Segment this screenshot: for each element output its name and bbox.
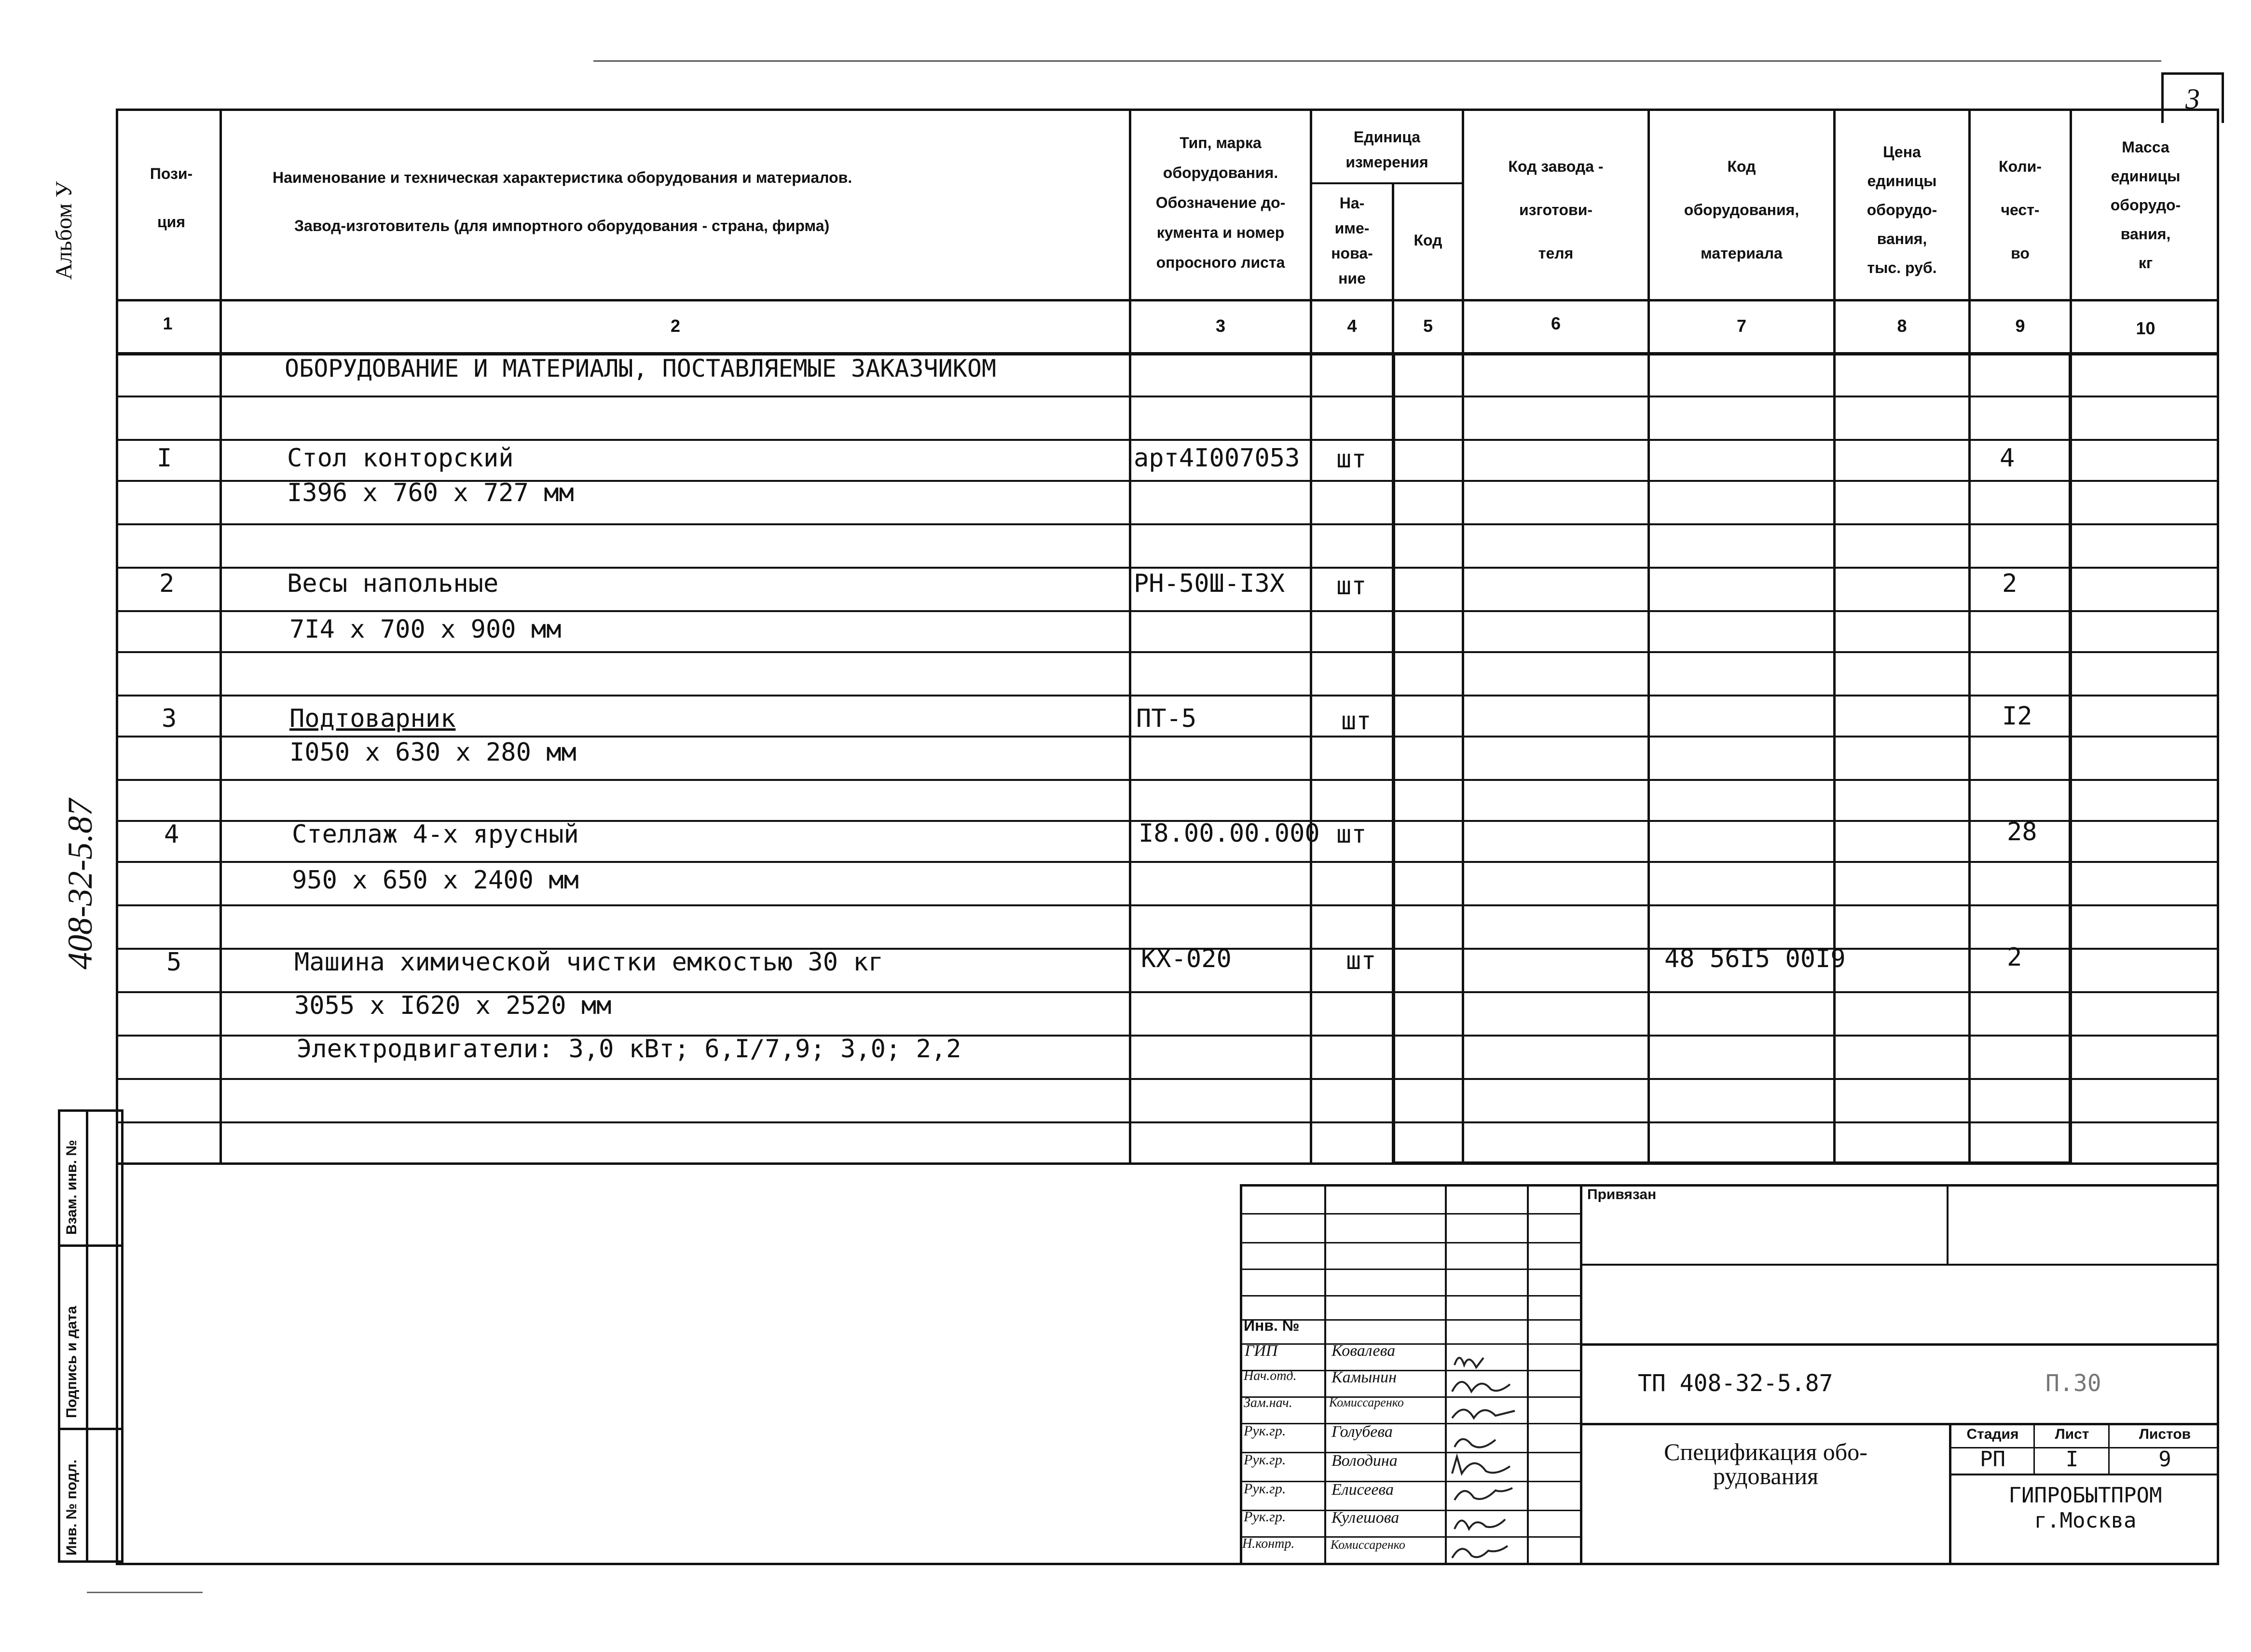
sheet-label: Лист [2055,1426,2089,1442]
item-dimensions: 7I4 x 700 x 900 мм [289,615,562,644]
signature-scribbles [1447,1343,1529,1565]
header-type: Тип, марка оборудования. Обозначение до- кумента и номер опросного листа [1155,134,1286,271]
item-type: КХ-020 [1141,944,1232,973]
table-bottom-line [116,1162,2219,1165]
item-type: I8.00.00.000 [1139,819,1320,848]
tb-row [1240,1269,1582,1270]
item-quantity: 2 [2002,569,2018,598]
header-unit: Единица измерения [1345,128,1428,171]
tb-row [1240,1452,1582,1453]
item-name: Весы напольные [287,569,499,598]
staff-name: Кулешова [1331,1509,1400,1527]
signature-mark [1452,1410,1515,1419]
item-position: 4 [164,820,179,849]
header-position: Пози- ция [150,165,193,231]
header-mass: Масса единицы оборудо- вания, кг [2110,138,2181,272]
item-type: арт4I007053 [1134,444,1300,473]
row-line [116,439,2219,441]
stamp-replace-inv: Взам. инв. № [64,1140,80,1235]
top-edge-line [593,60,2161,62]
tb-code-top [1582,1343,2219,1346]
item-name: Стол конторский [287,444,514,473]
stamp-strip-divider [58,1244,124,1247]
item-name: Подтоварник [289,704,456,733]
staff-role: Рук.гр. [1244,1452,1286,1468]
item-unit: шт [1341,707,1372,736]
tb-line [1324,1184,1326,1565]
unit-header-line [1310,182,1464,184]
tb-stage-col [2108,1423,2110,1474]
signature-mark [1452,1457,1510,1474]
staff-role: Зам.нач. [1244,1395,1292,1410]
album-label: Альбом У [51,181,77,280]
item-name: Стеллаж 4-х ярусный [292,820,579,849]
staff-name: Ковалева [1331,1342,1396,1360]
col-line-1 [220,109,222,1165]
row-line [116,610,2219,612]
signature-mark [1455,1519,1505,1529]
stamp-strip-divider [86,1109,88,1563]
header-quantity: Коли- чест- во [1999,158,2042,262]
doc-title: Спецификация обо- рудования [1664,1438,1867,1489]
col-number: 1 [163,314,173,333]
item-position: 5 [166,948,182,977]
header-price: Цена единицы оборудо- вания, тыс. руб. [1867,143,1937,276]
side-code: 408-32-5.87 [61,799,99,969]
row-line [116,861,2219,863]
item-quantity: 4 [2000,444,2015,473]
item-unit: шт [1346,946,1376,975]
signature-mark [1455,1439,1496,1447]
stamp-signature-date: Подпись и дата [64,1306,80,1418]
tb-row [1240,1423,1582,1424]
item-dimensions: I396 x 760 x 727 мм [287,478,574,507]
signature-mark [1455,1488,1512,1500]
item-equipment-code: 48 56I5 00I9 [1664,944,1846,973]
tb-stage-col [2033,1423,2035,1474]
tb-row [1240,1510,1582,1511]
staff-role: Нач.отд. [1244,1368,1297,1383]
item-motors: Электродвигатели: 3,0 кВт; 6,I/7,9; 3,0; 2,2 [297,1035,961,1064]
tb-bound-divider [1947,1184,1949,1264]
col-number: 9 [2015,316,2025,336]
item-name: Машина химической чистки емкостью 30 кг [294,948,883,977]
stage-value: РП [1980,1447,2005,1472]
sheet-number: 3 [2185,83,2200,115]
col-number: 5 [1423,316,1433,336]
tb-stage-divider [1949,1423,1951,1565]
staff-name: Володина [1331,1452,1398,1470]
col-number: 6 [1551,314,1561,333]
item-dimensions: 3055 x I620 x 2520 мм [294,991,612,1020]
tb-line [1445,1184,1447,1565]
col-number: 2 [670,316,681,336]
signature-mark [1452,1382,1510,1392]
section-title: ОБОРУДОВАНИЕ И МАТЕРИАЛЫ, ПОСТАВЛЯЕМЫЕ ЗАКАЗЧИКОМ [285,355,997,382]
inv-label: Инв. № [1244,1317,1300,1334]
row-line [116,567,2219,569]
staff-role: Рук.гр. [1244,1423,1286,1439]
tb-code-bottom [1582,1423,2219,1425]
bold-box [1392,352,2072,1165]
signature-mark [1452,1546,1508,1558]
sheets-label: Листов [2139,1426,2191,1442]
stamp-original-inv: Инв. № подл. [64,1459,80,1556]
organization: ГИПРОБЫТПРОМ г.Москва [2008,1483,2162,1533]
item-dimensions: 950 x 650 x 2400 мм [292,866,579,895]
staff-name: Комиссаренко [1331,1538,1405,1552]
header-factory-code: Код завода - изготови- теля [1508,158,1604,262]
tb-line [1580,1184,1582,1565]
col-number: 7 [1736,316,1747,336]
row-line [116,904,2219,906]
row-line [116,736,2219,737]
row-line [116,396,2219,397]
row-line [116,1078,2219,1080]
item-unit: шт [1336,445,1367,474]
sheet-value: I [2065,1447,2079,1472]
item-type: ПТ-5 [1136,704,1197,733]
item-type: РН-50Ш-I3Х [1134,569,1285,598]
header-manufacturer: Завод-изготовитель (для импортного оборудования - страна, фирма) [294,217,830,234]
staff-role: Рук.гр. [1244,1481,1286,1497]
col-number: 10 [2136,318,2155,338]
header-bottom-line [116,299,2219,301]
row-line [116,651,2219,653]
row-line [116,779,2219,781]
tb-row [1240,1481,1582,1482]
staff-role: Н.контр. [1242,1536,1295,1551]
row-line [116,1121,2219,1123]
bound-label: Привязан [1587,1187,1657,1202]
stage-label: Стадия [1966,1426,2019,1442]
tb-row [1240,1242,1582,1243]
item-position: 3 [162,704,177,733]
tb-stage-row [1949,1474,2219,1475]
tb-row [1240,1343,1582,1345]
header-unit-code: Код [1414,232,1442,249]
tb-row [1240,1295,1582,1297]
tb-row [1240,1213,1582,1215]
stamp-strip-divider [58,1428,124,1430]
doc-suffix: П.30 [2045,1370,2101,1397]
row-line [116,523,2219,525]
item-position: 2 [159,569,175,598]
item-quantity: 2 [2007,943,2022,972]
row-line [116,695,2219,696]
header-unit-name: На- име- нова- ние [1331,194,1373,287]
staff-name: Голубева [1331,1423,1393,1441]
item-dimensions: I050 x 630 x 280 мм [289,738,576,767]
staff-name: Камынин [1331,1368,1397,1386]
header-name: Наименование и техническая характеристика оборудования и материалов. [273,169,852,186]
signature-mark [1455,1358,1483,1367]
tb-bound-row [1582,1264,2219,1266]
staff-name: Комиссаренко [1329,1395,1404,1409]
col-number: 4 [1347,316,1357,336]
item-unit: шт [1336,820,1367,849]
staff-role: Рук.гр. [1244,1509,1286,1525]
doc-code: ТП 408-32-5.87 [1638,1370,1833,1397]
bottom-edge-line [87,1592,203,1593]
staff-role: ГИП [1245,1342,1278,1360]
item-unit: шт [1336,572,1367,601]
staff-name: Елисеева [1331,1481,1394,1499]
sheets-value: 9 [2158,1447,2171,1472]
col-number: 8 [1897,316,1907,336]
item-quantity: I2 [2002,702,2032,731]
header-equipment-code: Код оборудования, материала [1684,158,1799,262]
item-quantity: 28 [2007,818,2037,846]
col-number: 3 [1215,316,1226,336]
item-position: I [157,444,172,473]
